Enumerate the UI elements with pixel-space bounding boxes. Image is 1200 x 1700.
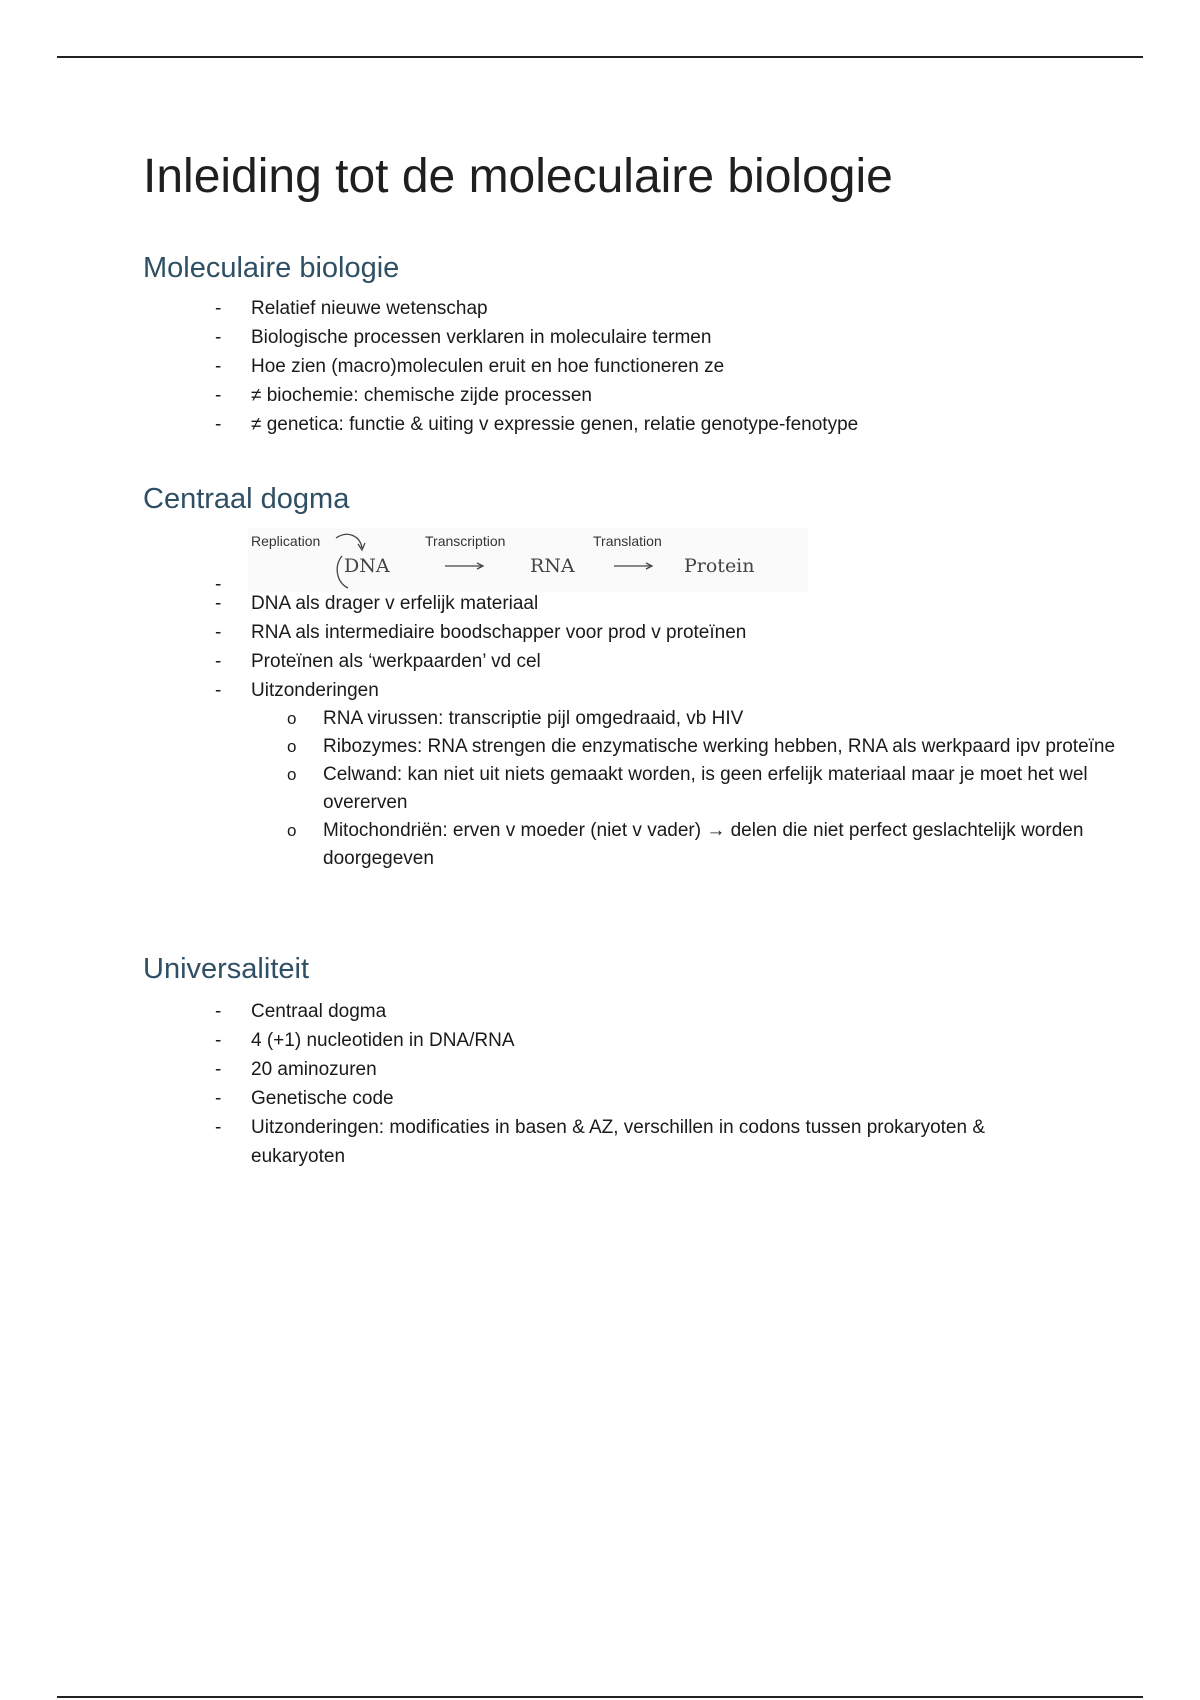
dash-bullet: - (215, 574, 222, 595)
list-centraal-dogma (143, 589, 1116, 873)
list-item (143, 381, 1103, 410)
central-dogma-diagram (143, 528, 1103, 595)
item-text: DNA als drager v erfelijk materiaal (251, 593, 539, 614)
list-item (143, 294, 1103, 323)
list-item (143, 618, 1103, 647)
list-item (143, 997, 1103, 1026)
circle-bullet: o (287, 765, 297, 784)
item-text: Proteïnen als ‘werkpaarden’ vd cel (251, 651, 541, 672)
dash-bullet: - (215, 593, 222, 614)
sublist-container (143, 705, 1116, 873)
top-rule (57, 56, 1143, 58)
dash-bullet: - (215, 651, 222, 672)
item-text: 20 aminozuren (251, 1059, 377, 1080)
list-item (143, 676, 1103, 705)
sub-list-item (143, 817, 1153, 873)
list-item (143, 1084, 1103, 1113)
item-text: Hoe zien (macro)moleculen eruit en hoe functioneren ze (251, 356, 725, 377)
item-text: ≠ genetica: functie & uiting v expressie genen, relatie genotype-fenotype (251, 414, 859, 435)
list-item (143, 323, 1103, 352)
list-item (143, 352, 1103, 381)
page-title: Inleiding tot de moleculaire biologie (143, 150, 893, 203)
dash-bullet: - (215, 385, 222, 406)
list-item (143, 1113, 1103, 1171)
dash-bullet: - (215, 680, 222, 701)
item-text: Relatief nieuwe wetenschap (251, 298, 488, 319)
item-text: ≠ biochemie: chemische zijde processen (251, 385, 592, 406)
translation-label: Translation (593, 533, 662, 549)
subitem-text: Ribozymes: RNA strengen die enzymatische werking hebben, RNA als werkpaard ipv proteïne (323, 736, 1116, 757)
item-text: Biologische processen verklaren in moleculaire termen (251, 327, 712, 348)
dash-bullet: - (215, 298, 222, 319)
subitem-text: RNA virussen: transcriptie pijl omgedraaid, vb HIV (323, 708, 744, 729)
list-universaliteit (143, 997, 1103, 1171)
dash-bullet: - (215, 1059, 222, 1080)
dash-bullet: - (215, 1088, 222, 1109)
dash-bullet: - (215, 1030, 222, 1051)
sub-list-item (143, 705, 1153, 733)
circle-bullet: o (287, 737, 297, 756)
list-item (143, 410, 1103, 439)
item-text: 4 (+1) nucleotiden in DNA/RNA (251, 1030, 515, 1051)
dash-bullet: - (215, 1001, 222, 1022)
bottom-rule (57, 1696, 1143, 1698)
circle-bullet: o (287, 821, 297, 840)
list-item (143, 589, 1103, 618)
subitem-text: Celwand: kan niet uit niets gemaakt worden, is geen erfelijk materiaal maar je moet het wel overerven (323, 764, 1088, 813)
dna-node: DNA (344, 555, 390, 577)
dash-bullet: - (215, 356, 222, 377)
section-heading-moleculaire-biologie: Moleculaire biologie (143, 252, 400, 284)
circle-bullet: o (287, 709, 297, 728)
list-item (143, 647, 1103, 676)
transcription-label: Transcription (425, 533, 506, 549)
protein-node: Protein (684, 555, 755, 577)
sub-list-item (143, 733, 1153, 761)
subitem-text: Mitochondriën: erven v moeder (niet v vader) → delen die niet perfect geslachtelijk worden doorgegeven (323, 820, 1084, 869)
item-text: Uitzonderingen (251, 680, 379, 701)
item-text: RNA als intermediaire boodschapper voor prod v proteïnen (251, 622, 747, 643)
rna-node: RNA (530, 555, 575, 577)
sublist-uitzonderingen (143, 705, 1153, 873)
list-item (143, 1055, 1103, 1084)
item-text: Uitzonderingen: modificaties in basen & AZ, verschillen in codons tussen prokaryoten & eukaryoten (251, 1117, 986, 1167)
replication-label: Replication (251, 533, 321, 549)
dash-bullet: - (215, 622, 222, 643)
section-heading-centraal-dogma: Centraal dogma (143, 483, 350, 515)
section-heading-universaliteit: Universaliteit (143, 953, 309, 985)
dash-bullet: - (215, 327, 222, 348)
central-dogma-figure (248, 528, 808, 592)
dash-bullet: - (215, 1117, 222, 1138)
sub-list-item (143, 761, 1153, 817)
item-text: Genetische code (251, 1088, 394, 1109)
list-moleculaire-biologie (143, 294, 1103, 439)
list-item (143, 1026, 1103, 1055)
item-text: Centraal dogma (251, 1001, 387, 1022)
dash-bullet: - (215, 414, 222, 435)
